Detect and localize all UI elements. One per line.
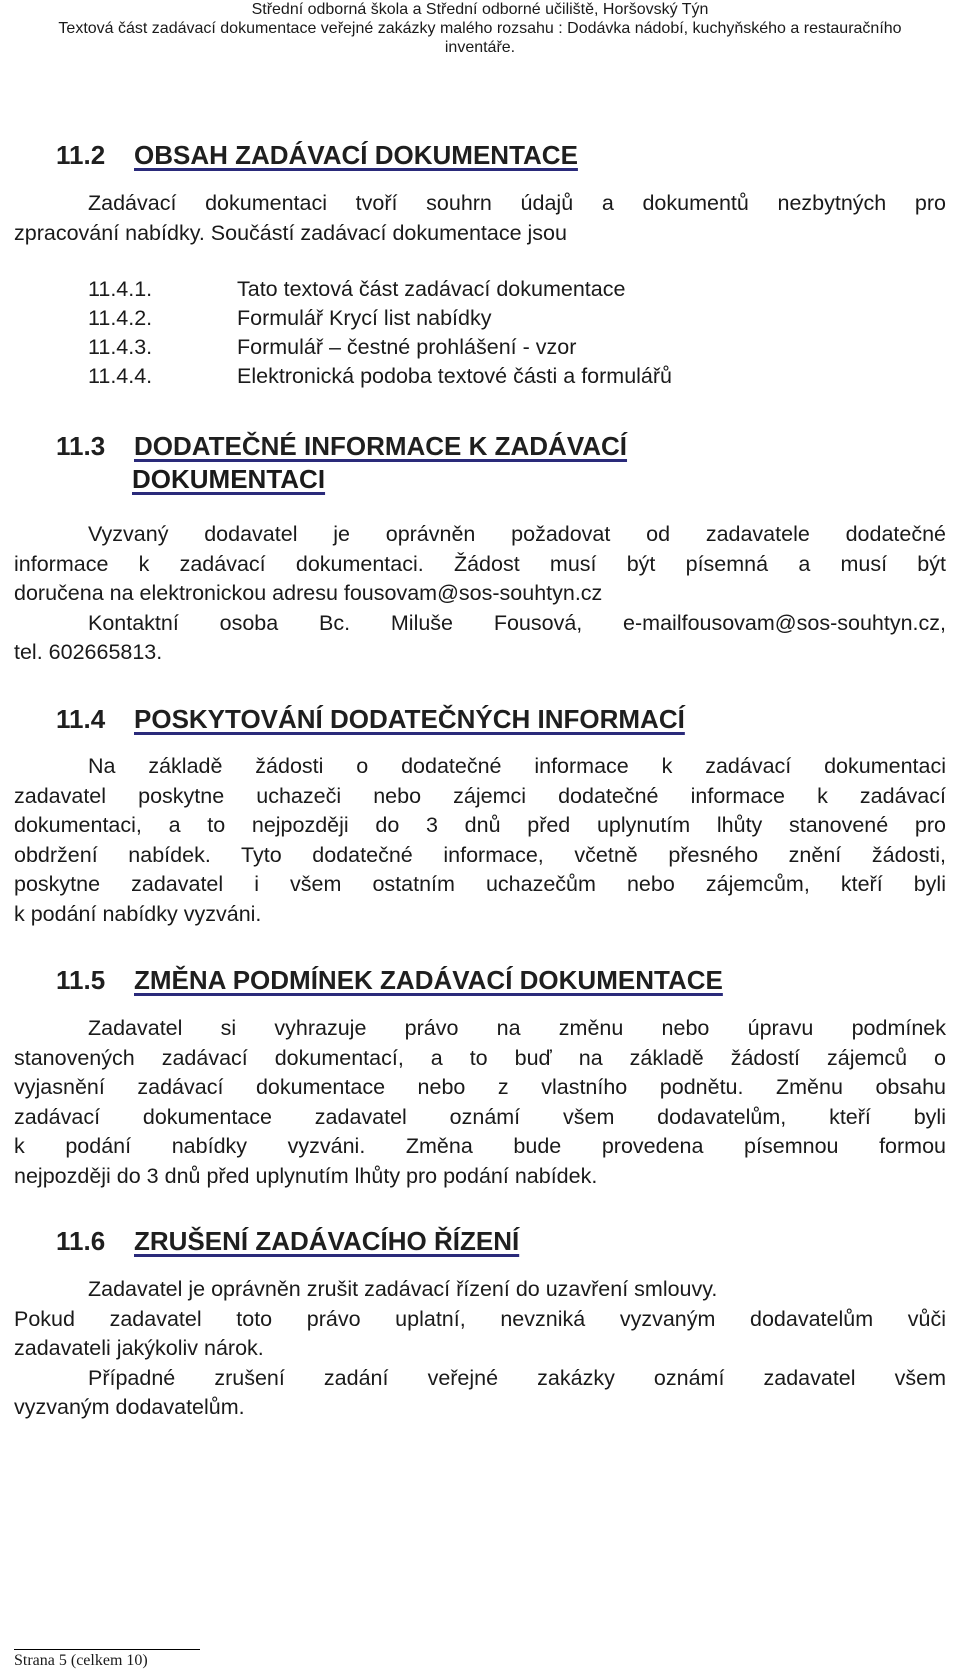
section-11-3-body [14,520,946,668]
paragraph-line: vyzvaným dodavatelům. [14,1395,245,1419]
list-item [88,362,672,391]
section-title: DODATEČNÉ INFORMACE K ZADÁVACÍ [134,431,628,461]
section-number: 11.6 [56,1226,106,1256]
paragraph-line: poskytne zadavatel i všem ostatním uchazečům nebo zájemcům, kteří byli [14,872,946,896]
paragraph-line: dokumentaci, a to nejpozději do 3 dnů před uplynutím lhůty stanovené pro [14,813,946,837]
paragraph-line: Kontaktní osoba Bc. Miluše Fousová, e-mailfousovam@sos-souhtyn.cz, [88,610,946,635]
list-item [88,304,672,333]
section-number: 11.5 [56,965,106,995]
section-title: ZMĚNA PODMÍNEK ZADÁVACÍ DOKUMENTACE [134,965,723,995]
list-item-number: 11.4.4. [88,364,153,388]
paragraph-line: zadavatel poskytne uchazeči nebo zájemci dodatečné informace k zadávací [14,783,946,808]
paragraph-line: zadávací dokumentace zadavatel oznámí všem dodavatelům, kteří byli [14,1104,946,1129]
section-number: 11.3 [56,431,106,461]
section-11-2-intro [14,189,946,248]
header-document-title: Textová část zadávací dokumentace veřejné zakázky malého rozsahu : Dodávka nádobí, kuchyňského a restauračního [58,20,902,37]
section-heading-11-5 [56,964,723,996]
paragraph-line: zpracování nabídky. Součástí zadávací dokumentace jsou [14,220,567,245]
header-document-title-cont: inventáře. [444,39,516,56]
paragraph-line: Vyzvaný dodavatel je oprávněn požadovat od zadavatele dodatečné [88,522,946,546]
paragraph-line: Pokud zadavatel toto právo uplatní, nevzniká vyzvaným dodavatelům vůči [14,1306,946,1331]
page-footer [14,1649,200,1670]
paragraph-line: doručena na elektronickou adresu fousovam@sos-souhtyn.cz [14,581,603,605]
paragraph-line: tel. 602665813. [14,640,163,664]
paragraph-line: stanovených zadávací dokumentací, a to buď na základě žádostí zájemců o [14,1045,946,1070]
section-11-6-body [14,1275,946,1423]
section-11-5-body [14,1014,946,1191]
section-title-continuation: DOKUMENTACI [132,464,326,494]
section-heading-11-3 [56,430,627,462]
paragraph-line: vyjasnění zadávací dokumentace nebo z vlastního podnětu. Změnu obsahu [14,1075,946,1099]
documents-list [88,275,672,391]
list-item-text: Elektronická podoba textové části a formulářů [237,364,673,388]
paragraph-line: zadavateli jakýkoliv nárok. [14,1336,264,1360]
paragraph-line: Zadavatel je oprávněn zrušit zadávací řízení do uzavření smlouvy. [88,1277,718,1301]
section-11-4-body [14,752,946,929]
section-title: OBSAH ZADÁVACÍ DOKUMENTACE [134,140,578,170]
paragraph-line: nejpozději do 3 dnů před uplynutím lhůty pro podání nabídek. [14,1163,598,1188]
list-item-text: Formulář – čestné prohlášení - vzor [237,335,577,359]
list-item [88,333,672,362]
section-heading-11-4 [56,703,685,735]
document-header [0,0,960,57]
paragraph-line: k podání nabídky vyzváni. [14,901,262,926]
paragraph-line: Případné zrušení zadání veřejné zakázky oznámí zadavatel všem [88,1365,946,1390]
header-school-name: Střední odborná škola a Střední odborné učiliště, Horšovský Týn [251,1,709,18]
list-item-text: Tato textová část zadávací dokumentace [237,277,626,301]
section-title: POSKYTOVÁNÍ DODATEČNÝCH INFORMACÍ [134,704,685,734]
section-number: 11.2 [56,140,106,170]
list-item-text: Formulář Krycí list nabídky [237,306,492,330]
section-heading-11-2 [56,139,578,171]
paragraph-line: k podání nabídky vyzváni. Změna bude provedena písemnou formou [14,1134,946,1158]
paragraph-line: Na základě žádosti o dodatečné informace k zadávací dokumentaci [88,754,946,778]
paragraph-line: informace k zadávací dokumentaci. Žádost musí být písemná a musí být [14,551,946,576]
page-number: Strana 5 (celkem 10) [14,1652,148,1669]
paragraph-line: obdržení nabídek. Tyto dodatečné informace, včetně přesného znění žádosti, [14,842,946,867]
list-item-number: 11.4.1. [88,277,153,301]
section-title: ZRUŠENÍ ZADÁVACÍHO ŘÍZENÍ [134,1226,520,1256]
section-number: 11.4 [56,704,106,734]
list-item-number: 11.4.3. [88,335,153,359]
paragraph-line: Zadavatel si vyhrazuje právo na změnu nebo úpravu podmínek [88,1016,946,1040]
section-heading-11-6 [56,1225,519,1257]
paragraph-line: Zadávací dokumentaci tvoří souhrn údajů a dokumentů nezbytných pro [88,191,946,215]
list-item-number: 11.4.2. [88,306,153,330]
list-item [88,275,672,304]
